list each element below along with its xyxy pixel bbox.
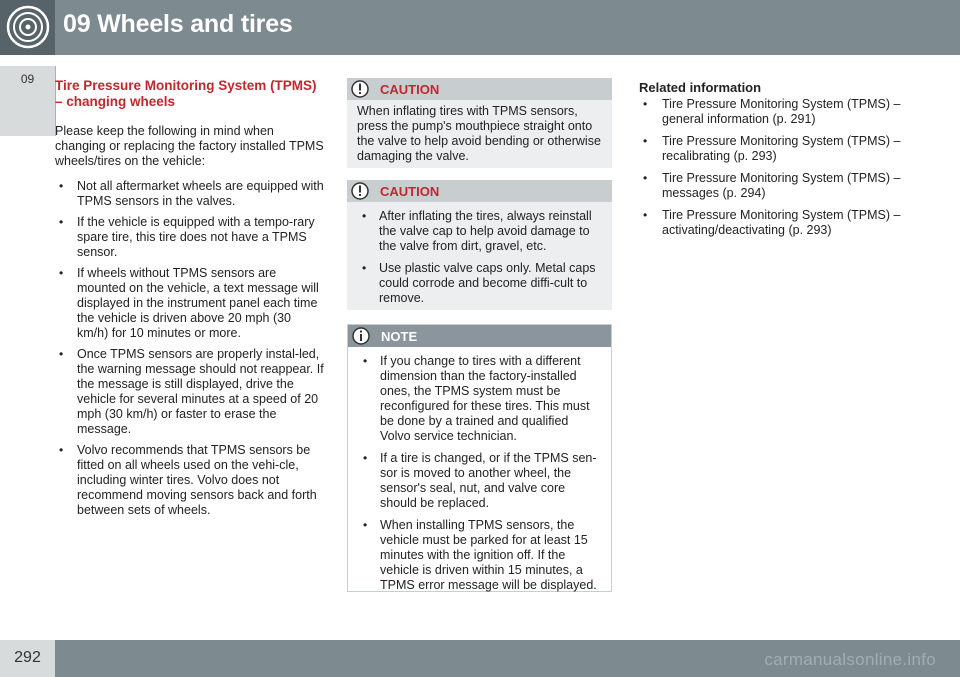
note-header: [348, 325, 611, 347]
chapter-number: 09: [20, 72, 35, 86]
watermark: carmanualsonline.info: [764, 650, 936, 669]
chapter-side-tab: [0, 66, 56, 136]
caution-box-inflating: [347, 78, 612, 168]
chapter-icon-box: [0, 0, 55, 55]
list-item: • When installing TPMS sensors, the vehicle must be parked for at least 15 minutes with the ignition off. If the vehicle is driven within 15 minutes, a TPMS error message will be displayed.: [358, 518, 602, 593]
note-body: [348, 347, 611, 608]
page-number: 292: [14, 649, 41, 666]
list-item: • Not all aftermarket wheels are equipped with TPMS sensors in the valves.: [55, 179, 325, 209]
list-item: • After inflating the tires, always reinstall the valve cap to help avoid damage to the valve from dirt, gravel, etc.: [357, 209, 603, 254]
page-number-box: [0, 640, 55, 677]
warning-icon: [351, 182, 369, 200]
info-icon: [352, 327, 370, 345]
main-section: [55, 78, 325, 524]
note-box: [347, 324, 612, 592]
caution-box-valve-caps: [347, 180, 612, 310]
related-title: Related information: [639, 80, 762, 95]
main-bullet-list: [55, 179, 325, 518]
list-item: • Once TPMS sensors are properly instal-led, the warning message should not reappear. If the message is still displayed, drive the vehicle for several minutes at a speed of 20 mph (30 km/h) or faster to erase the message.: [55, 347, 325, 437]
caution-body: [347, 202, 612, 321]
list-item: • If you change to tires with a different dimension than the factory-installed ones, the TPMS system must be reconfigured for these tires. This must be done by a trained and qualified Volvo service technician.: [358, 354, 602, 444]
list-item: • If a tire is changed, or if the TPMS sen-sor is moved to another wheel, the sensor's seal, nut, and valve core should be replaced.: [358, 451, 602, 511]
caution-header: [347, 180, 612, 202]
caution-bullet-list: [357, 209, 603, 306]
related-link[interactable]: • Tire Pressure Monitoring System (TPMS) – recalibrating (p. 293): [639, 134, 904, 164]
intro-text: Please keep the following in mind when changing or replacing the factory installed TPMS wheels/tires on the vehicle:: [55, 124, 324, 168]
wheel-tire-icon: [6, 5, 50, 49]
caution-header: [347, 78, 612, 100]
caution-body: When inflating tires with TPMS sensors, press the pump's mouthpiece straight onto the valve to help avoid bending or otherwise damaging the valve.: [357, 104, 601, 163]
page-footer: [0, 640, 960, 677]
caution-label: CAUTION: [380, 82, 440, 97]
list-item: • Use plastic valve caps only. Metal caps could corrode and become diffi-cult to remove.: [357, 261, 603, 306]
related-information: [639, 80, 904, 245]
related-link[interactable]: • Tire Pressure Monitoring System (TPMS) – general information (p. 291): [639, 97, 904, 127]
section-title: Tire Pressure Monitoring System (TPMS) – changing wheels: [55, 78, 317, 109]
chapter-title: 09 Wheels and tires: [63, 10, 293, 38]
related-link[interactable]: • Tire Pressure Monitoring System (TPMS) – activating/deactivating (p. 293): [639, 208, 904, 238]
chapter-header: [0, 0, 960, 55]
related-link[interactable]: • Tire Pressure Monitoring System (TPMS) – messages (p. 294): [639, 171, 904, 201]
note-bullet-list: [358, 354, 602, 593]
caution-label: CAUTION: [380, 184, 440, 199]
list-item: • Volvo recommends that TPMS sensors be fitted on all wheels used on the vehi-cle, including winter tires. Volvo does not recommend moving sensors back and forth between sets of wheels.: [55, 443, 325, 518]
list-item: • If wheels without TPMS sensors are mounted on the vehicle, a text message will displayed in the instrument panel each time the vehicle is driven above 20 mph (30 km/h) for 10 minutes or more.: [55, 266, 325, 341]
note-label: NOTE: [381, 329, 418, 344]
warning-icon: [351, 80, 369, 98]
related-list: [639, 97, 904, 238]
list-item: • If the vehicle is equipped with a tempo-rary spare tire, this tire does not have a TPMS sensor.: [55, 215, 325, 260]
